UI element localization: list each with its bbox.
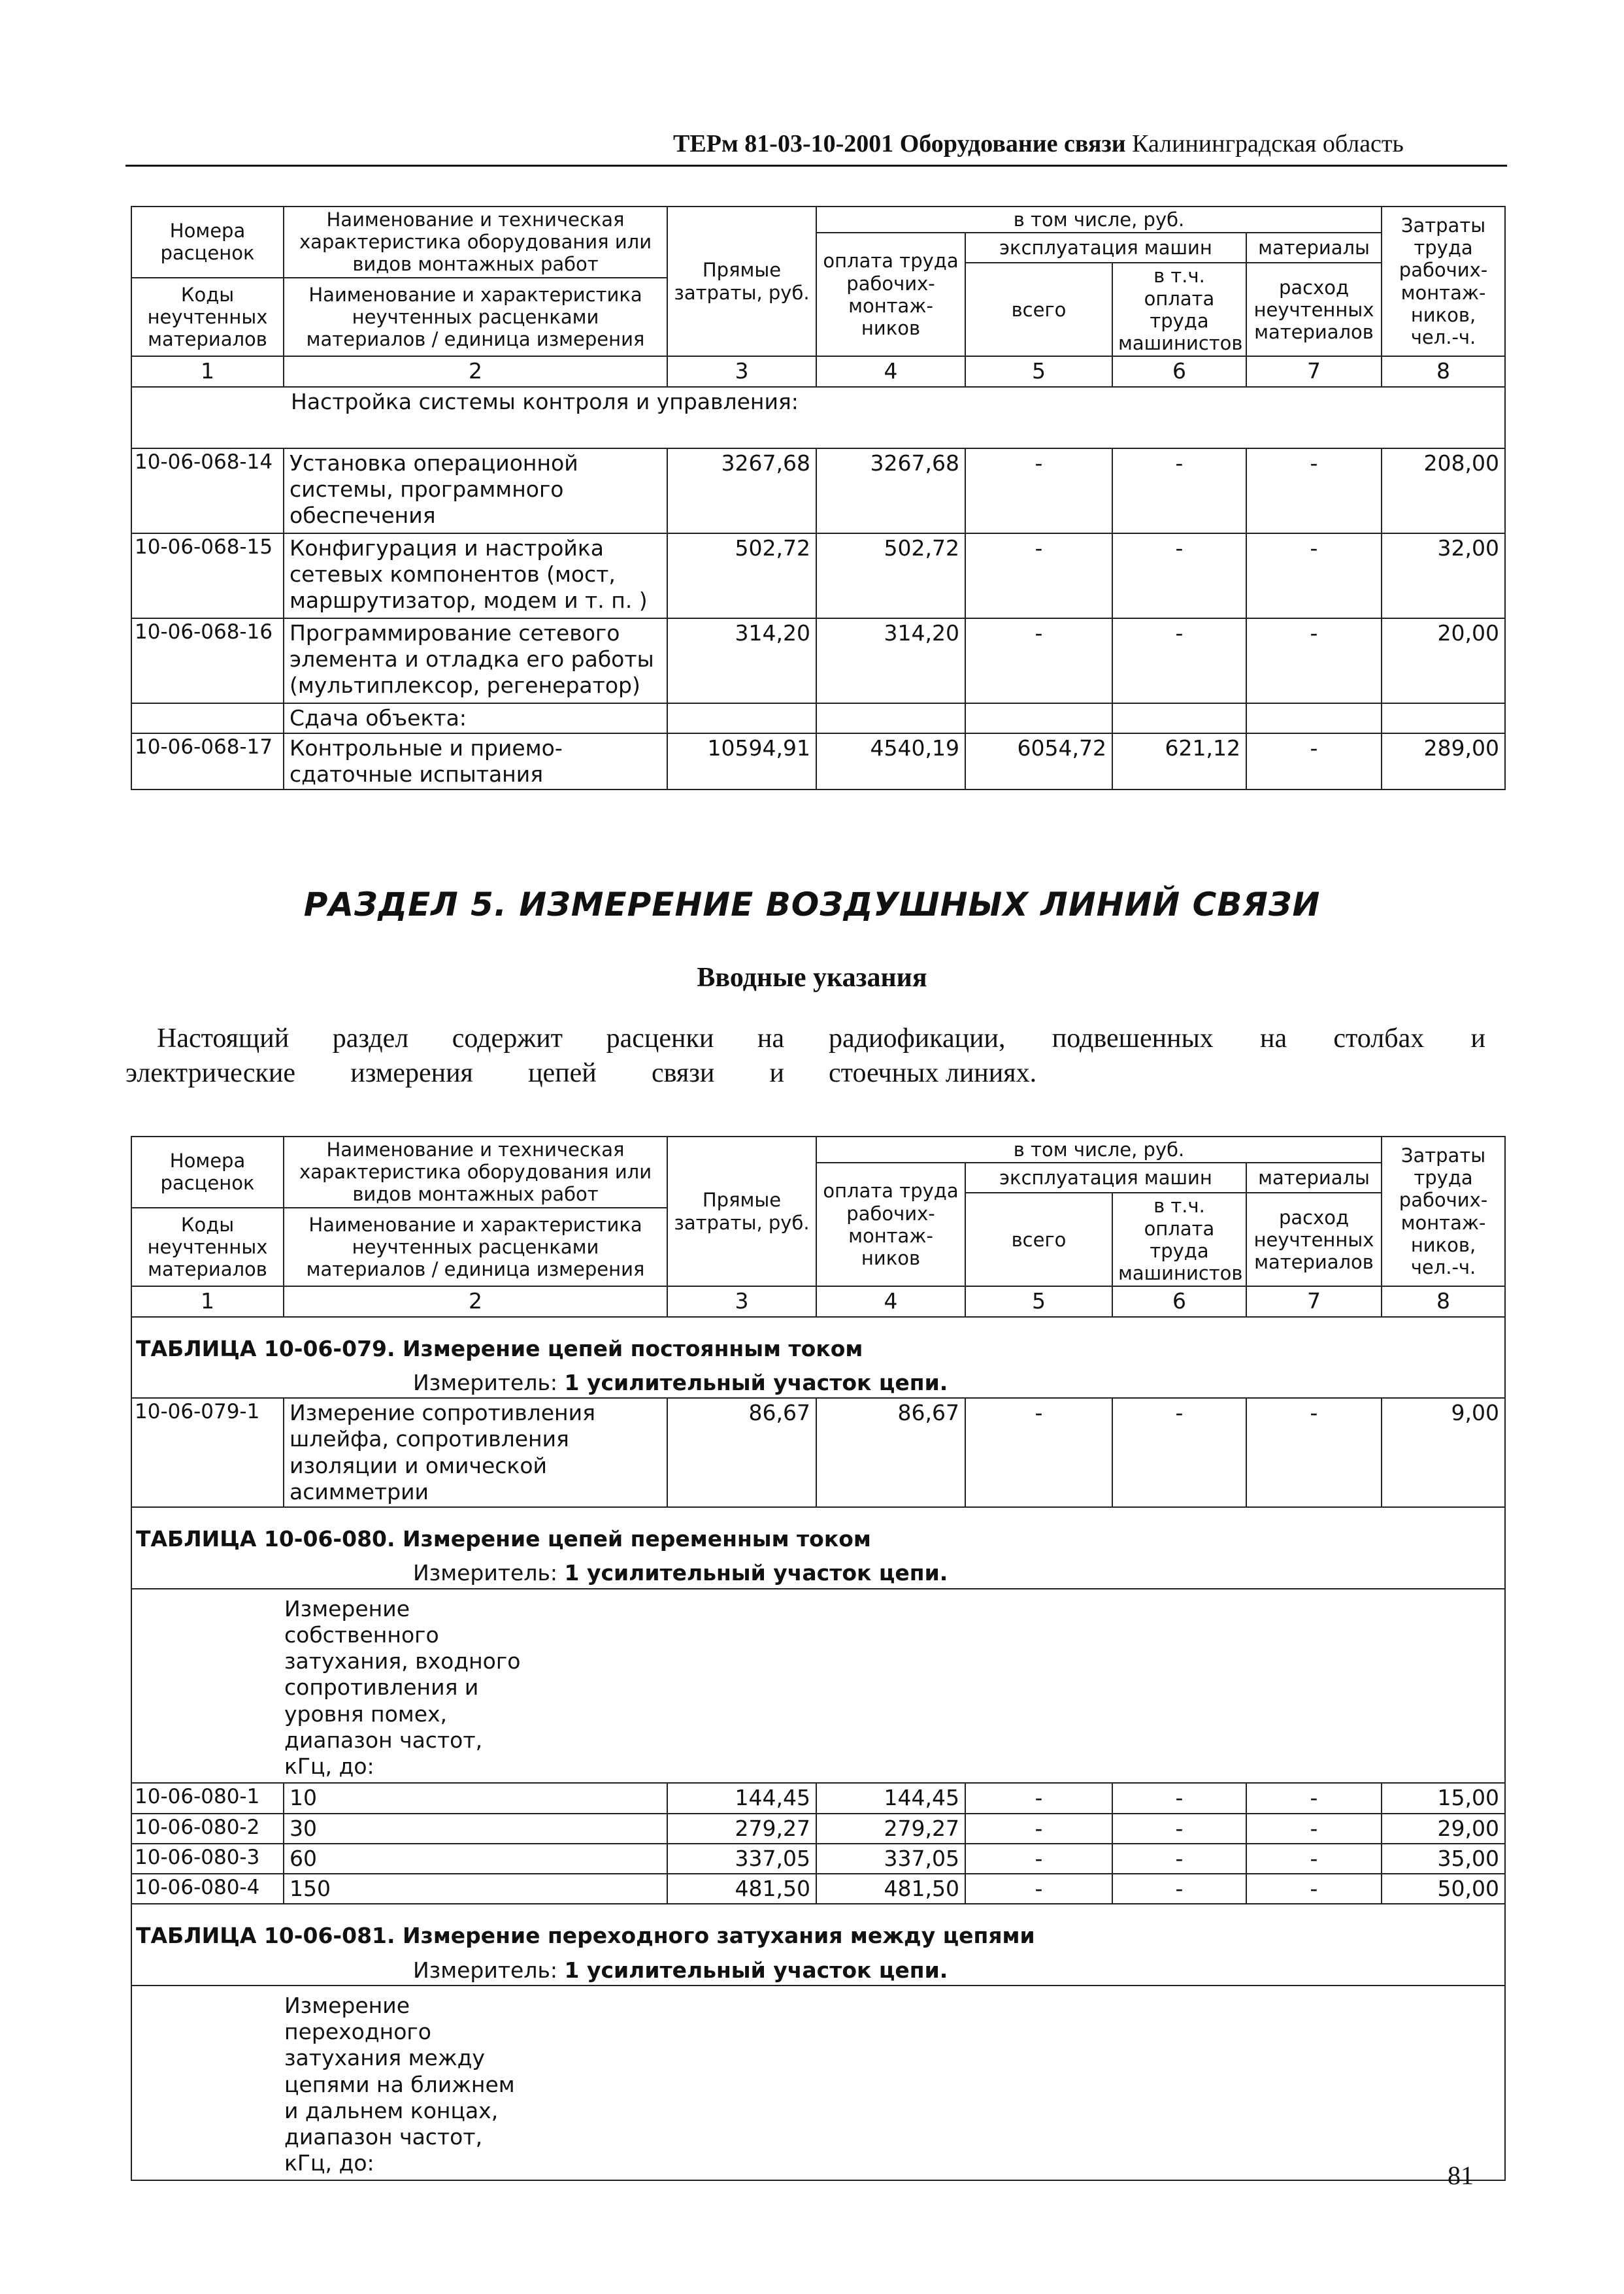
row-labor: 481,50: [816, 1874, 965, 1904]
table-caption-079: ТАБЛИЦА 10-06-079. Измерение цепей постоянным током: [131, 1317, 1505, 1369]
column-number: 4: [816, 356, 965, 386]
column-number: 3: [667, 1286, 816, 1316]
column-number: 8: [1382, 356, 1505, 386]
column-number: 7: [1246, 1286, 1382, 1316]
header-name: Наименование и техническая характеристика оборудования или видов монтажных работ: [284, 207, 667, 278]
row-direct: 3267,68: [667, 448, 816, 533]
table-caption-080: ТАБЛИЦА 10-06-080. Измерение цепей переменным током: [131, 1507, 1505, 1559]
column-numbers-row: [131, 356, 1505, 386]
row-materials: -: [1246, 1783, 1382, 1813]
row-direct: 314,20: [667, 618, 816, 703]
row-labor: 144,45: [816, 1783, 965, 1813]
column-number: 5: [965, 356, 1112, 386]
meter-079: [131, 1369, 1505, 1398]
group-row: [131, 1986, 1505, 2180]
row-name: Установка операционной системы, программного обеспечения: [284, 448, 667, 533]
row-machines: 6054,72: [965, 733, 1112, 790]
intro-text-line1-right: радиофикации, подвешенных на столбах и: [829, 1023, 1485, 1054]
intro-text-line2-right: стоечных линиях.: [829, 1058, 1037, 1088]
row-hours: 50,00: [1382, 1874, 1505, 1904]
column-number: 6: [1112, 1286, 1246, 1316]
header-material-use: расход неучтенных материалов: [1246, 263, 1382, 356]
table-caption-row: [131, 1507, 1505, 1559]
column-number: 5: [965, 1286, 1112, 1316]
meter-label: Измеритель:: [413, 1560, 558, 1586]
header-material-name: Наименование и характеристика неучтенных расценками материалов / единица измерения: [284, 1208, 667, 1287]
row-name: 10: [284, 1783, 667, 1813]
row-code: 10-06-068-16: [131, 618, 284, 703]
row-operators: -: [1112, 1398, 1246, 1507]
meter-row: [131, 1369, 1505, 1398]
row-machines: -: [965, 533, 1112, 618]
page-number: 81: [1448, 2161, 1474, 2190]
header-labor-pay: оплата труда рабочих-монтаж-ников: [816, 1163, 965, 1286]
header-including: в том числе, руб.: [816, 1137, 1382, 1163]
header-rule: [125, 165, 1507, 167]
table-row: [131, 733, 1505, 790]
table-row: [131, 1844, 1505, 1874]
meter-080: [131, 1559, 1505, 1588]
row-hours: 9,00: [1382, 1398, 1505, 1507]
table-caption-row: [131, 1317, 1505, 1369]
row-machines: -: [965, 1844, 1112, 1874]
meter-value: 1 усилительный участок цепи.: [564, 1369, 948, 1395]
document-region: Калининградская область: [1132, 130, 1404, 158]
intro-text-line1-left: Настоящий раздел содержит расценки на: [157, 1023, 784, 1054]
header-machines: эксплуатация машин: [965, 1163, 1246, 1193]
row-operators: -: [1112, 533, 1246, 618]
header-operators-pay: в т.ч. оплата труда машинистов: [1112, 263, 1246, 356]
row-name: 150: [284, 1874, 667, 1904]
row-direct: 279,27: [667, 1814, 816, 1844]
row-operators: -: [1112, 1874, 1246, 1904]
row-materials: -: [1246, 618, 1382, 703]
row-materials: -: [1246, 1814, 1382, 1844]
header-material-use: расход неучтенных материалов: [1246, 1193, 1382, 1286]
row-hours: 35,00: [1382, 1844, 1505, 1874]
row-materials: -: [1246, 1844, 1382, 1874]
table-row: [131, 533, 1505, 618]
row-code: 10-06-080-2: [131, 1814, 284, 1844]
row-name: Конфигурация и настройка сетевых компонентов (мост, маршрутизатор, модем и т. п. ): [284, 533, 667, 618]
row-labor: 3267,68: [816, 448, 965, 533]
column-number: 1: [131, 1286, 284, 1316]
row-labor: 337,05: [816, 1844, 965, 1874]
row-operators: -: [1112, 448, 1246, 533]
table-row: [131, 1874, 1505, 1904]
table-row: [131, 618, 1505, 703]
header-machines-total: всего: [965, 263, 1112, 356]
row-hours: 29,00: [1382, 1814, 1505, 1844]
header-name: Наименование и техническая характеристика оборудования или видов монтажных работ: [284, 1137, 667, 1208]
column-number: 4: [816, 1286, 965, 1316]
row-name: Программирование сетевого элемента и отладка его работы (мультиплексор, регенератор): [284, 618, 667, 703]
intro-heading: Вводные указания: [697, 963, 927, 993]
column-number: 7: [1246, 356, 1382, 386]
group-row: [131, 387, 1505, 448]
header-material-codes: Коды неучтенных материалов: [131, 1208, 284, 1287]
row-materials: -: [1246, 533, 1382, 618]
table-row: [131, 448, 1505, 533]
row-labor: 86,67: [816, 1398, 965, 1507]
row-materials: -: [1246, 1398, 1382, 1507]
group-title: Сдача объекта:: [284, 703, 667, 733]
row-direct: 10594,91: [667, 733, 816, 790]
header-labor-pay: оплата труда рабочих-монтаж-ников: [816, 233, 965, 356]
row-labor: 502,72: [816, 533, 965, 618]
header-including: в том числе, руб.: [816, 207, 1382, 233]
document-code: ТЕРм 81-03-10-2001: [673, 130, 894, 158]
intro-text-line2-left: электрические измерения цепей связи и: [125, 1058, 784, 1088]
row-direct: 481,50: [667, 1874, 816, 1904]
row-machines: -: [965, 1874, 1112, 1904]
column-number: 2: [284, 356, 667, 386]
row-machines: -: [965, 618, 1112, 703]
row-code: 10-06-079-1: [131, 1398, 284, 1507]
header-codes: Номера расценок: [131, 207, 284, 278]
pricing-table-section5: [131, 1136, 1506, 2181]
table-row: [131, 1814, 1505, 1844]
row-labor: 279,27: [816, 1814, 965, 1844]
group-title: Измерение собственного затухания, входного сопротивления и уровня помех, диапазон частот, кГц, до:: [131, 1589, 1505, 1784]
header-direct-costs: Прямые затраты, руб.: [667, 207, 816, 356]
row-hours: 289,00: [1382, 733, 1505, 790]
header-labor-hours: Затраты труда рабочих-монтаж-ников, чел.-ч.: [1382, 207, 1505, 356]
row-machines: -: [965, 1814, 1112, 1844]
row-operators: -: [1112, 618, 1246, 703]
header-labor-hours: Затраты труда рабочих-монтаж-ников, чел.-ч.: [1382, 1137, 1505, 1286]
header-operators-pay: в т.ч. оплата труда машинистов: [1112, 1193, 1246, 1286]
header-material-name: Наименование и характеристика неучтенных расценками материалов / единица измерения: [284, 278, 667, 357]
meter-value: 1 усилительный участок цепи.: [564, 1957, 948, 1983]
document-title: Оборудование связи: [899, 130, 1126, 158]
section-title: РАЗДЕЛ 5. ИЗМЕРЕНИЕ ВОЗДУШНЫХ ЛИНИЙ СВЯЗИ: [303, 886, 1321, 923]
group-title: Настройка системы контроля и управления:: [131, 387, 1505, 448]
row-labor: 4540,19: [816, 733, 965, 790]
header-codes: Номера расценок: [131, 1137, 284, 1208]
column-number: 2: [284, 1286, 667, 1316]
header-material-codes: Коды неучтенных материалов: [131, 278, 284, 357]
row-code: 10-06-080-1: [131, 1783, 284, 1813]
table-caption-row: [131, 1904, 1505, 1955]
row-hours: 32,00: [1382, 533, 1505, 618]
pricing-table-068: [131, 206, 1506, 790]
header-direct-costs: Прямые затраты, руб.: [667, 1137, 816, 1286]
row-direct: 86,67: [667, 1398, 816, 1507]
column-number: 1: [131, 356, 284, 386]
table-row: [131, 1398, 1505, 1507]
row-machines: -: [965, 1398, 1112, 1507]
row-name: 30: [284, 1814, 667, 1844]
row-hours: 15,00: [1382, 1783, 1505, 1813]
meter-label: Измеритель:: [413, 1957, 558, 1983]
header-machines: эксплуатация машин: [965, 233, 1246, 263]
row-name: Измерение сопротивления шлейфа, сопротивления изоляции и омической асимметрии: [284, 1398, 667, 1507]
column-numbers-row: [131, 1286, 1505, 1316]
row-direct: 144,45: [667, 1783, 816, 1813]
row-machines: -: [965, 1783, 1112, 1813]
row-materials: -: [1246, 448, 1382, 533]
meter-label: Измеритель:: [413, 1369, 558, 1395]
row-code: 10-06-068-15: [131, 533, 284, 618]
meter-081: [131, 1956, 1505, 1986]
column-number: 6: [1112, 356, 1246, 386]
table-row: [131, 1783, 1505, 1813]
header-materials: материалы: [1246, 233, 1382, 263]
row-materials: -: [1246, 1874, 1382, 1904]
meter-row: [131, 1956, 1505, 1986]
table-caption-081: ТАБЛИЦА 10-06-081. Измерение переходного затухания между цепями: [131, 1904, 1505, 1955]
row-hours: 20,00: [1382, 618, 1505, 703]
row-operators: -: [1112, 1844, 1246, 1874]
row-labor: 314,20: [816, 618, 965, 703]
row-code: 10-06-080-3: [131, 1844, 284, 1874]
meter-value: 1 усилительный участок цепи.: [564, 1560, 948, 1586]
row-machines: -: [965, 448, 1112, 533]
row-name: Контрольные и приемо-сдаточные испытания: [284, 733, 667, 790]
row-name: 60: [284, 1844, 667, 1874]
row-code: 10-06-068-17: [131, 733, 284, 790]
header-machines-total: всего: [965, 1193, 1112, 1286]
column-number: 8: [1382, 1286, 1505, 1316]
group-row: [131, 1589, 1505, 1784]
column-number: 3: [667, 356, 816, 386]
row-operators: 621,12: [1112, 733, 1246, 790]
row-direct: 502,72: [667, 533, 816, 618]
meter-row: [131, 1559, 1505, 1588]
row-materials: -: [1246, 733, 1382, 790]
row-operators: -: [1112, 1814, 1246, 1844]
group-row: [131, 703, 1505, 733]
group-title: Измерение переходного затухания между цепями на ближнем и дальнем концах, диапазон частот, кГц, до:: [131, 1986, 1505, 2180]
row-direct: 337,05: [667, 1844, 816, 1874]
running-header: [673, 129, 1404, 158]
row-operators: -: [1112, 1783, 1246, 1813]
row-hours: 208,00: [1382, 448, 1505, 533]
row-code: 10-06-068-14: [131, 448, 284, 533]
header-materials: материалы: [1246, 1163, 1382, 1193]
row-code: 10-06-080-4: [131, 1874, 284, 1904]
